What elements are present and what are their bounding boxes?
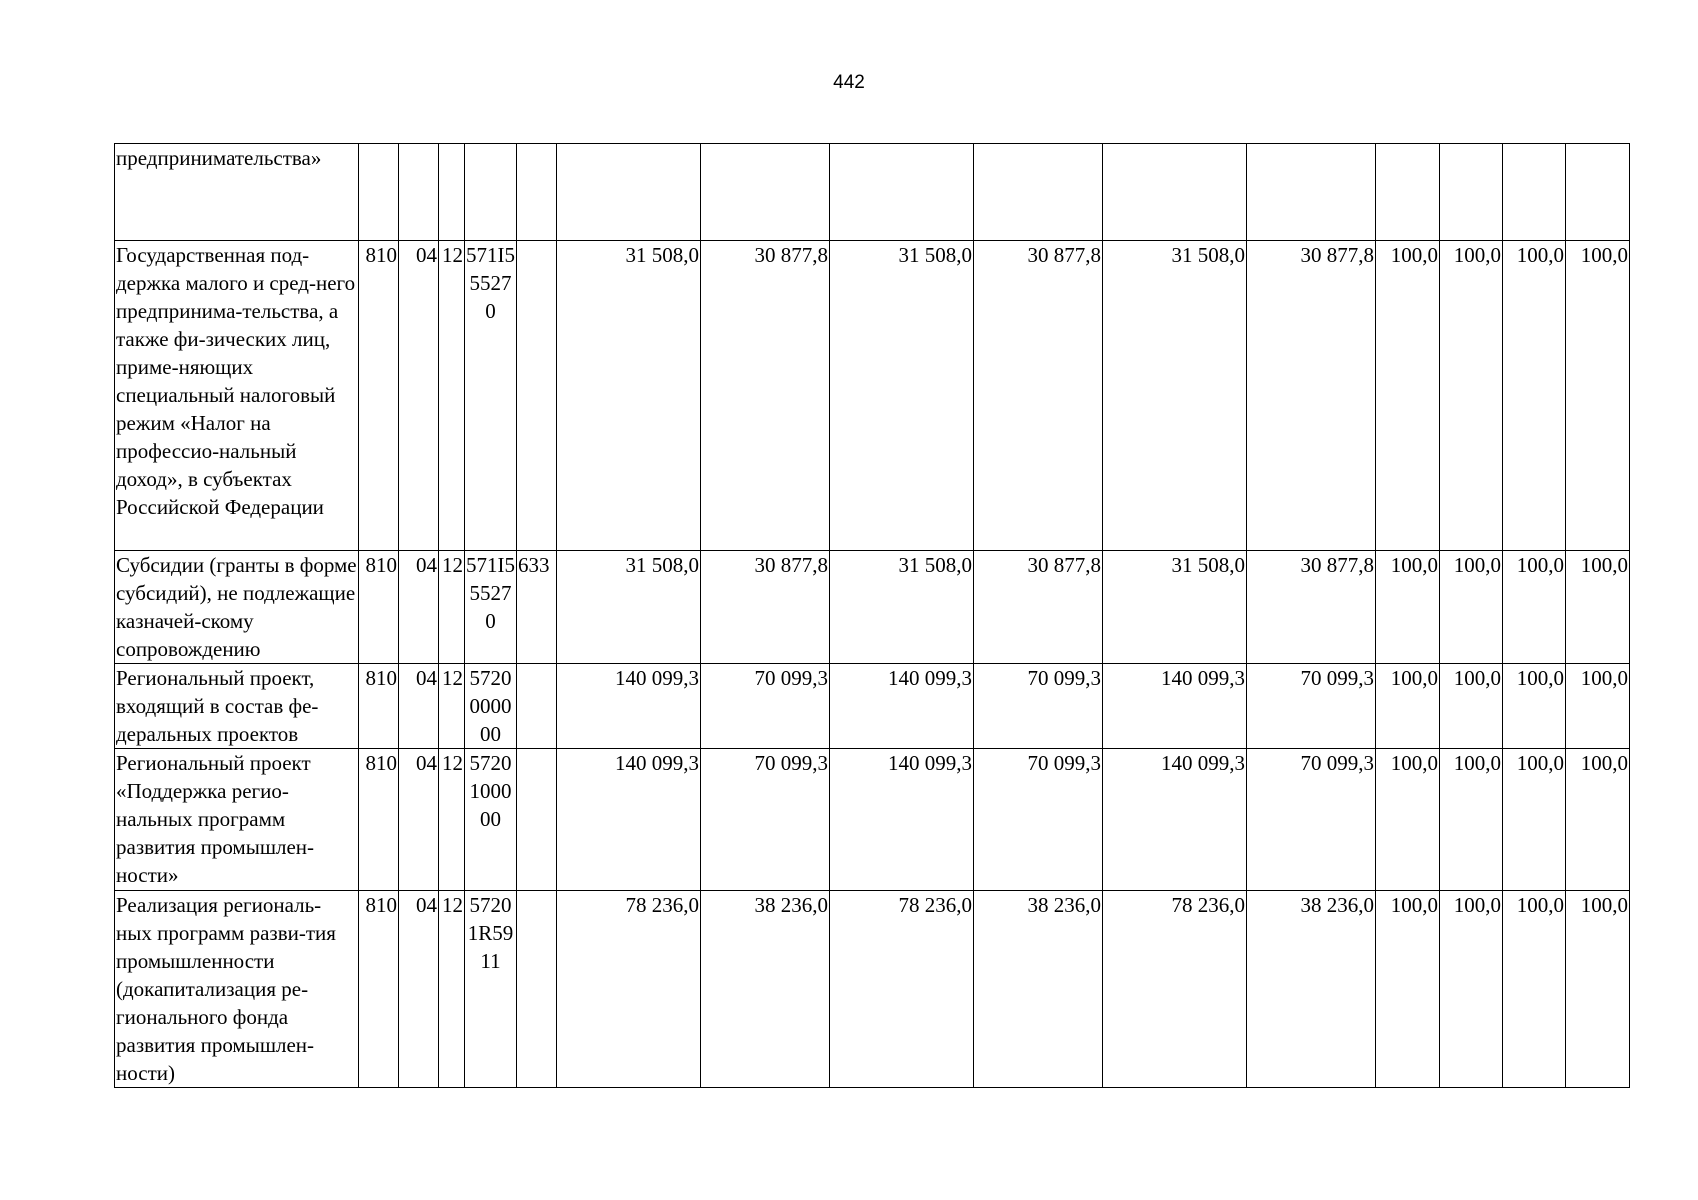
amount-cell (1247, 144, 1376, 241)
section-code-cell: 04 (399, 241, 439, 551)
amount-cell: 78 236,0 (557, 891, 701, 1088)
percent-cell: 100,0 (1440, 664, 1503, 749)
percent-cell: 100,0 (1376, 551, 1440, 664)
expense-type-code-cell (517, 891, 557, 1088)
ministry-code-cell: 810 (359, 891, 399, 1088)
percent-cell: 100,0 (1566, 891, 1630, 1088)
amount-cell: 31 508,0 (1103, 551, 1247, 664)
section-code-cell: 04 (399, 664, 439, 749)
target-article-code-cell: 57201R5911 (465, 891, 517, 1088)
section-code-cell: 04 (399, 551, 439, 664)
percent-cell: 100,0 (1440, 749, 1503, 891)
table-body (115, 144, 1630, 1088)
row-name-cell: Региональный проект, входящий в состав фе-деральных проектов (115, 664, 359, 749)
subsection-code-cell: 12 (439, 551, 465, 664)
amount-cell: 140 099,3 (830, 749, 974, 891)
amount-cell (974, 144, 1103, 241)
amount-cell: 140 099,3 (830, 664, 974, 749)
percent-cell: 100,0 (1440, 551, 1503, 664)
percent-cell: 100,0 (1566, 749, 1630, 891)
amount-cell: 70 099,3 (701, 664, 830, 749)
section-code-cell: 04 (399, 891, 439, 1088)
amount-cell: 70 099,3 (974, 749, 1103, 891)
amount-cell: 140 099,3 (557, 664, 701, 749)
table-row (115, 241, 1630, 551)
percent-cell (1376, 144, 1440, 241)
percent-cell: 100,0 (1376, 241, 1440, 551)
row-name-cell: Реализация региональ-ных программ разви-тия промышленности (докапитализация ре-гионального фонда развития промышлен-ности) (115, 891, 359, 1088)
ministry-code-cell (359, 144, 399, 241)
amount-cell (557, 144, 701, 241)
percent-cell: 100,0 (1503, 551, 1566, 664)
percent-cell: 100,0 (1376, 891, 1440, 1088)
amount-cell: 30 877,8 (974, 551, 1103, 664)
amount-cell: 31 508,0 (830, 241, 974, 551)
target-article-code-cell: 5720000000 (465, 664, 517, 749)
amount-cell: 78 236,0 (1103, 891, 1247, 1088)
amount-cell: 78 236,0 (830, 891, 974, 1088)
target-article-code-cell: 5720100000 (465, 749, 517, 891)
percent-cell: 100,0 (1566, 551, 1630, 664)
amount-cell: 31 508,0 (557, 241, 701, 551)
target-article-code-cell (465, 144, 517, 241)
percent-cell: 100,0 (1503, 749, 1566, 891)
expense-type-code-cell: 633 (517, 551, 557, 664)
percent-cell: 100,0 (1376, 664, 1440, 749)
table-row (115, 664, 1630, 749)
amount-cell: 31 508,0 (557, 551, 701, 664)
amount-cell: 38 236,0 (1247, 891, 1376, 1088)
row-name-cell: Государственная под-держка малого и сред-него предпринима-тельства, а также фи-зических лиц, приме-няющих специальный налоговый режим «Налог на профессио-нальный доход», в субъектах Российской Федерации (115, 241, 359, 551)
amount-cell: 140 099,3 (1103, 664, 1247, 749)
amount-cell: 70 099,3 (701, 749, 830, 891)
percent-cell: 100,0 (1566, 241, 1630, 551)
percent-cell (1440, 144, 1503, 241)
amount-cell: 38 236,0 (701, 891, 830, 1088)
ministry-code-cell: 810 (359, 551, 399, 664)
subsection-code-cell: 12 (439, 891, 465, 1088)
subsection-code-cell: 12 (439, 241, 465, 551)
table-row (115, 551, 1630, 664)
amount-cell: 31 508,0 (830, 551, 974, 664)
subsection-code-cell (439, 144, 465, 241)
amount-cell: 30 877,8 (1247, 241, 1376, 551)
row-name-cell: предпринимательства» (115, 144, 359, 241)
percent-cell: 100,0 (1566, 664, 1630, 749)
section-code-cell: 04 (399, 749, 439, 891)
amount-cell: 30 877,8 (974, 241, 1103, 551)
percent-cell: 100,0 (1503, 241, 1566, 551)
percent-cell: 100,0 (1440, 241, 1503, 551)
amount-cell: 70 099,3 (1247, 749, 1376, 891)
percent-cell: 100,0 (1503, 891, 1566, 1088)
page-number: 442 (833, 72, 865, 93)
percent-cell (1503, 144, 1566, 241)
percent-cell: 100,0 (1440, 891, 1503, 1088)
amount-cell: 140 099,3 (557, 749, 701, 891)
table-row (115, 891, 1630, 1088)
percent-cell: 100,0 (1503, 664, 1566, 749)
ministry-code-cell: 810 (359, 241, 399, 551)
amount-cell: 140 099,3 (1103, 749, 1247, 891)
expense-type-code-cell (517, 144, 557, 241)
subsection-code-cell: 12 (439, 749, 465, 891)
target-article-code-cell: 571I555270 (465, 551, 517, 664)
row-name-cell: Региональный проект «Поддержка регио-нальных программ развития промышлен-ности» (115, 749, 359, 891)
amount-cell: 30 877,8 (701, 551, 830, 664)
section-code-cell (399, 144, 439, 241)
table-row (115, 749, 1630, 891)
amount-cell: 70 099,3 (974, 664, 1103, 749)
amount-cell (1103, 144, 1247, 241)
expense-type-code-cell (517, 749, 557, 891)
table-row (115, 144, 1630, 241)
ministry-code-cell: 810 (359, 749, 399, 891)
amount-cell: 38 236,0 (974, 891, 1103, 1088)
target-article-code-cell: 571I555270 (465, 241, 517, 551)
amount-cell: 70 099,3 (1247, 664, 1376, 749)
amount-cell (830, 144, 974, 241)
budget-table (114, 143, 1630, 1088)
row-name-cell: Субсидии (гранты в форме субсидий), не подлежащие казначей-скому сопровождению (115, 551, 359, 664)
percent-cell (1566, 144, 1630, 241)
amount-cell: 30 877,8 (1247, 551, 1376, 664)
percent-cell: 100,0 (1376, 749, 1440, 891)
ministry-code-cell: 810 (359, 664, 399, 749)
subsection-code-cell: 12 (439, 664, 465, 749)
expense-type-code-cell (517, 241, 557, 551)
amount-cell: 30 877,8 (701, 241, 830, 551)
expense-type-code-cell (517, 664, 557, 749)
amount-cell (701, 144, 830, 241)
amount-cell: 31 508,0 (1103, 241, 1247, 551)
